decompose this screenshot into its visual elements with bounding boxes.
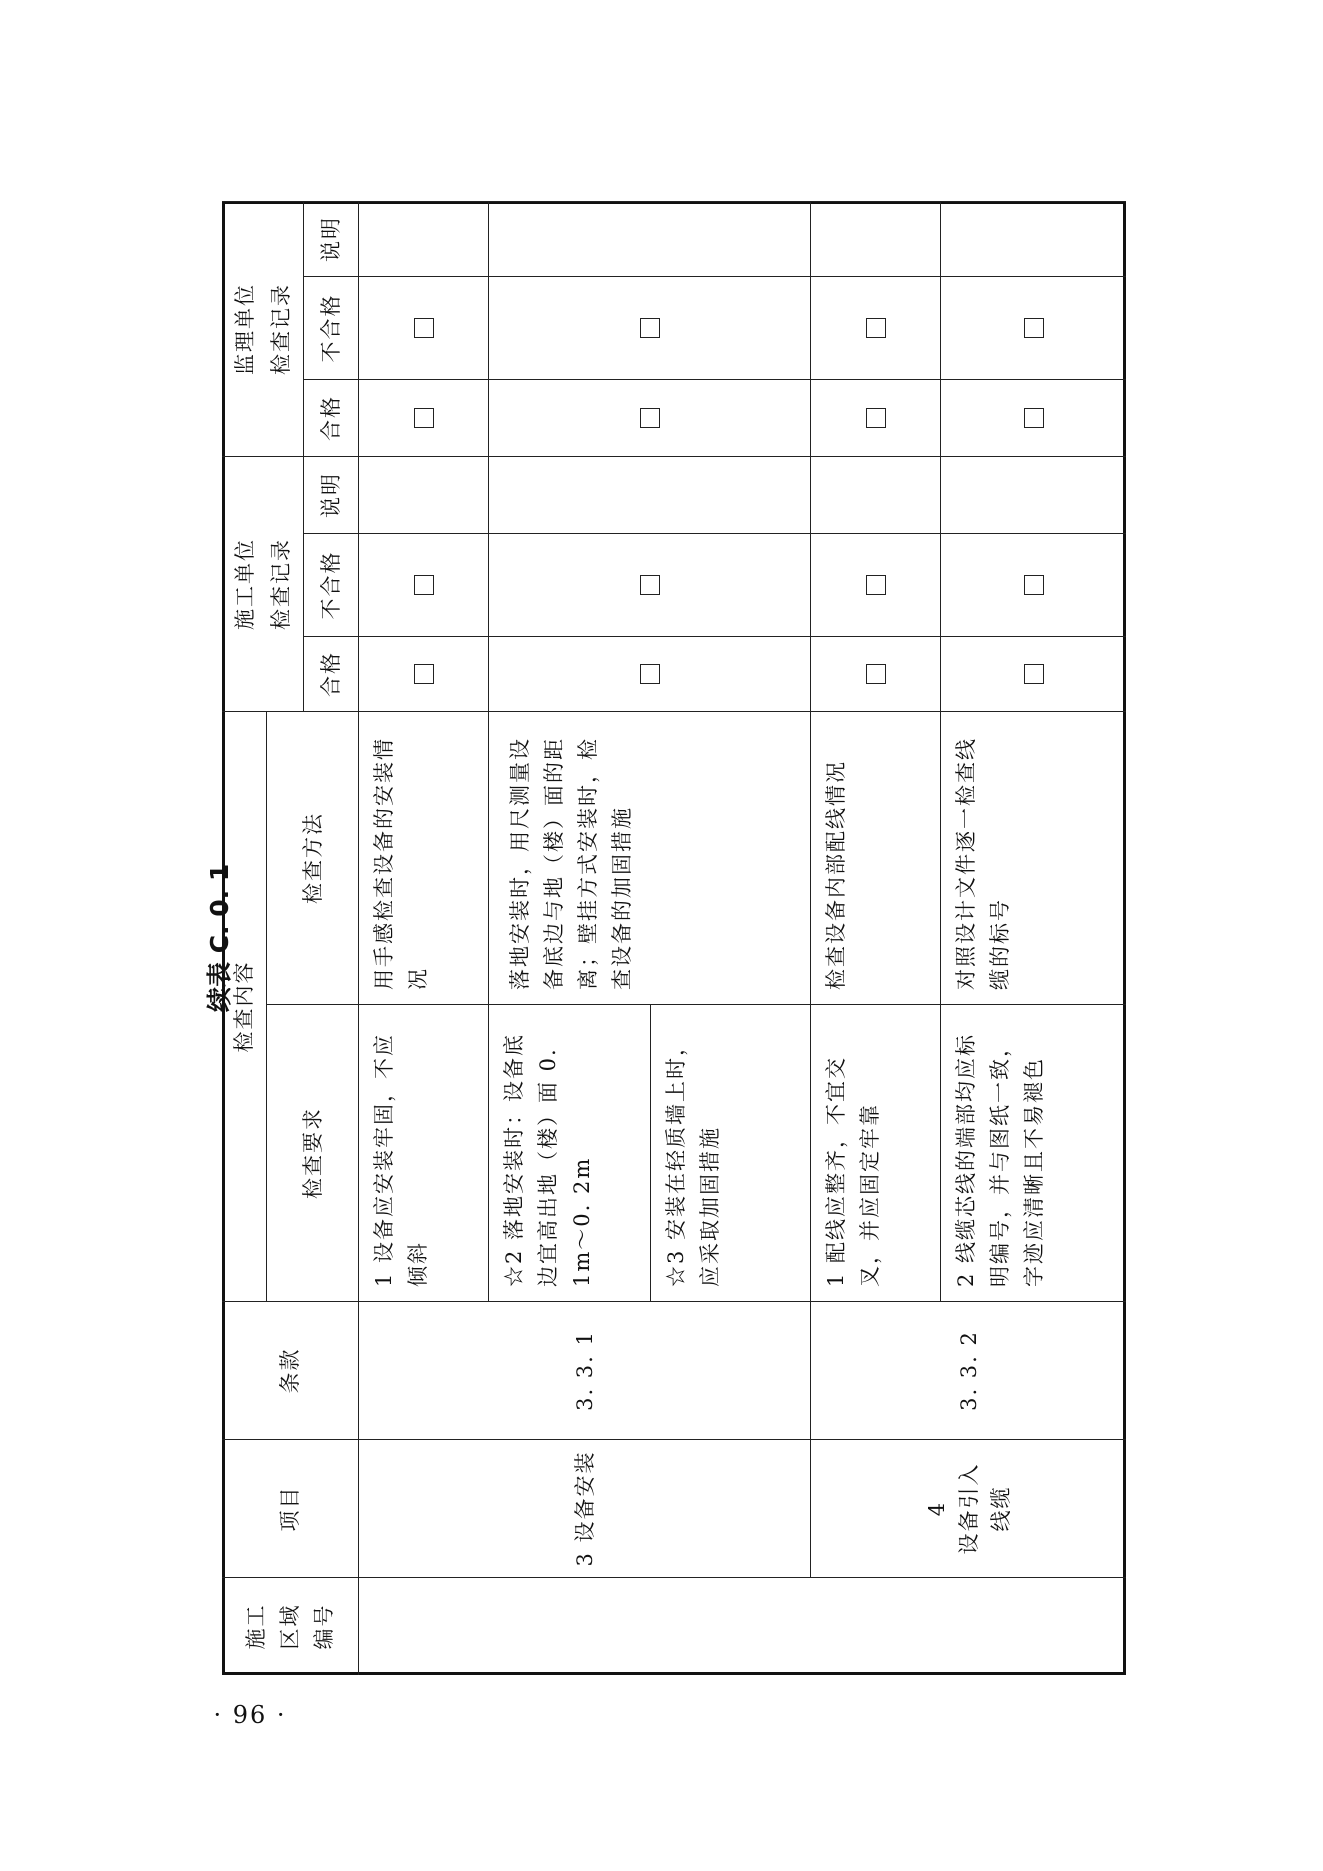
requirement-row-5: 2 线缆芯线的端部均应标明编号，并与图纸一致，字迹应清晰且不易褪色 — [941, 1004, 1126, 1301]
header-item: 项目 — [222, 1439, 359, 1577]
contractor-pass-4[interactable] — [941, 636, 1126, 711]
requirement-row-3: ☆3 安装在轻质墙上时，应采取加固措施 — [651, 1004, 811, 1301]
checkbox-empty-icon[interactable] — [414, 575, 434, 595]
header-supervisor-pass: 合格 — [304, 379, 359, 456]
checkbox-empty-icon[interactable] — [1024, 318, 1044, 338]
checkbox-empty-icon[interactable] — [640, 664, 660, 684]
checkbox-empty-icon[interactable] — [414, 318, 434, 338]
contractor-note-4[interactable] — [941, 456, 1126, 533]
area-no-cell — [359, 1577, 1126, 1675]
checkbox-empty-icon[interactable] — [866, 318, 886, 338]
header-contractor-note: 说明 — [304, 456, 359, 533]
supervisor-note-2[interactable] — [489, 201, 811, 276]
supervisor-fail-2[interactable] — [489, 276, 811, 379]
header-requirement: 检查要求 — [267, 1004, 359, 1301]
requirement-row-2: ☆2 落地安装时：设备底边宜高出地（楼）面 0. 1m～0. 2m — [489, 1004, 651, 1301]
contractor-pass-1[interactable] — [359, 636, 489, 711]
contractor-note-3[interactable] — [811, 456, 941, 533]
page-number: · 96 · — [213, 1701, 287, 1729]
checkbox-empty-icon[interactable] — [640, 318, 660, 338]
checkbox-empty-icon[interactable] — [640, 575, 660, 595]
contractor-fail-4[interactable] — [941, 533, 1126, 636]
requirement-row-4: 1 配线应整齐，不宜交叉，并应固定牢靠 — [811, 1004, 941, 1301]
header-method: 检查方法 — [267, 711, 359, 1004]
item-cell-cable-entry: 4 设备引入 线缆 — [811, 1439, 1126, 1577]
supervisor-fail-1[interactable] — [359, 276, 489, 379]
header-contractor-pass: 合格 — [304, 636, 359, 711]
supervisor-fail-4[interactable] — [941, 276, 1126, 379]
contractor-pass-3[interactable] — [811, 636, 941, 711]
header-supervisor-fail: 不合格 — [304, 276, 359, 379]
header-contractor-fail: 不合格 — [304, 533, 359, 636]
inspection-table — [222, 201, 1126, 1675]
method-row-5: 对照设计文件逐一检查线缆的标号 — [941, 711, 1126, 1004]
contractor-fail-1[interactable] — [359, 533, 489, 636]
checkbox-empty-icon[interactable] — [1024, 575, 1044, 595]
method-row-1: 用手感检查设备的安装情况 — [359, 711, 489, 1004]
supervisor-note-4[interactable] — [941, 201, 1126, 276]
header-area-no: 施工 区域 编号 — [222, 1577, 359, 1675]
checkbox-empty-icon[interactable] — [866, 408, 886, 428]
item-label: 3 设备安装 — [572, 1450, 597, 1567]
contractor-pass-2[interactable] — [489, 636, 811, 711]
header-clause: 条款 — [222, 1301, 359, 1439]
method-row-2: 落地安装时，用尺测量设备底边与地（楼）面的距离；壁挂方式安装时，检查设备的加固措施 — [489, 711, 811, 1004]
checkbox-empty-icon[interactable] — [866, 664, 886, 684]
supervisor-pass-3[interactable] — [811, 379, 941, 456]
header-supervisor-note: 说明 — [304, 201, 359, 276]
clause-cell-3-3-2: 3. 3. 2 — [811, 1301, 1126, 1439]
method-row-4: 检查设备内部配线情况 — [811, 711, 941, 1004]
header-contractor-record: 施工单位 检查记录 — [222, 456, 304, 711]
supervisor-fail-3[interactable] — [811, 276, 941, 379]
supervisor-note-1[interactable] — [359, 201, 489, 276]
checkbox-empty-icon[interactable] — [1024, 408, 1044, 428]
contractor-note-2[interactable] — [489, 456, 811, 533]
clause-cell-3-3-1: 3. 3. 1 — [359, 1301, 811, 1439]
checkbox-empty-icon[interactable] — [640, 408, 660, 428]
supervisor-note-3[interactable] — [811, 201, 941, 276]
supervisor-pass-2[interactable] — [489, 379, 811, 456]
checkbox-empty-icon[interactable] — [414, 408, 434, 428]
requirement-row-1: 1 设备应安装牢固，不应倾斜 — [359, 1004, 489, 1301]
contractor-note-1[interactable] — [359, 456, 489, 533]
item-cell-equipment-install — [359, 1439, 811, 1577]
header-content: 检查内容 — [222, 711, 267, 1301]
header-supervisor-record: 监理单位 检查记录 — [222, 201, 304, 456]
contractor-fail-3[interactable] — [811, 533, 941, 636]
page-title: 续表 C. 0. 1 — [205, 863, 234, 1012]
checkbox-empty-icon[interactable] — [414, 664, 434, 684]
supervisor-pass-1[interactable] — [359, 379, 489, 456]
checkbox-empty-icon[interactable] — [1024, 664, 1044, 684]
supervisor-pass-4[interactable] — [941, 379, 1126, 456]
contractor-fail-2[interactable] — [489, 533, 811, 636]
checkbox-empty-icon[interactable] — [866, 575, 886, 595]
